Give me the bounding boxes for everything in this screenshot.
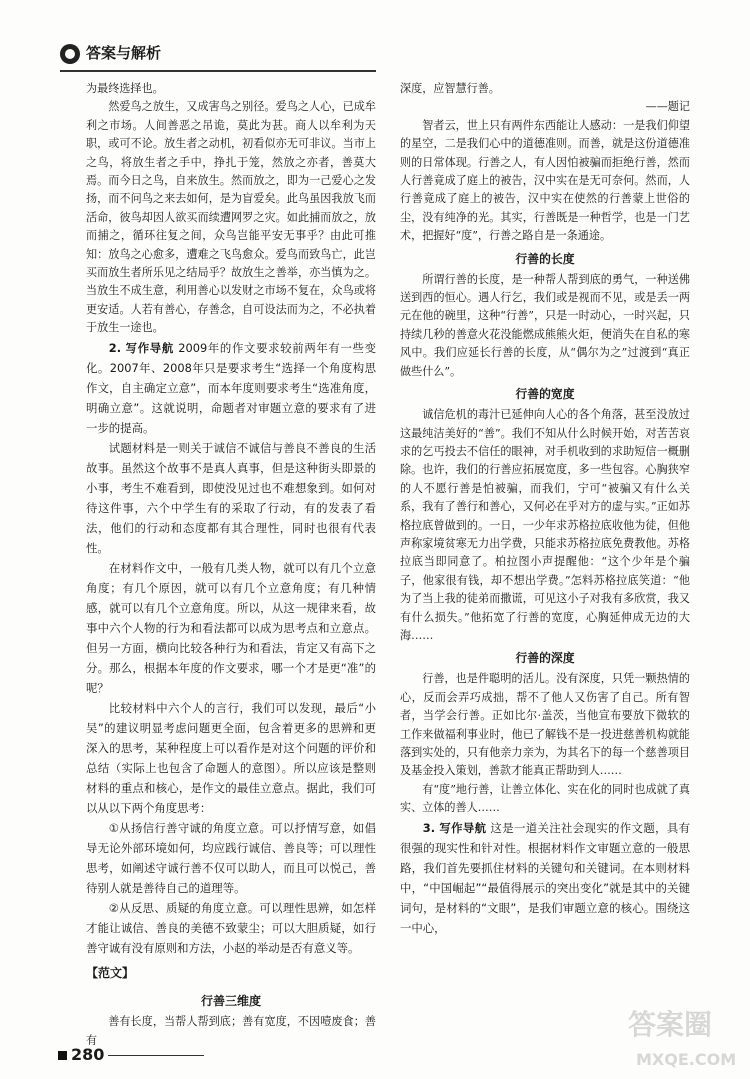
header-logo-icon	[60, 44, 80, 64]
left-paragraph-3: 试题材料是一则关于诚信不诚信与善良不善良的生活故事。虽然这个故事不是真人真事，但是这种街头即景的小事，考生不难看到，即使没见过也不难想象到。如何对待这件事，六个中学生有的采取了行动，有的发表了看法，他们的行动和态度都有其合理性，同时也很有代表性。	[86, 440, 376, 555]
left-paragraph-7: ②从反思、质疑的角度立意。可以理性思辨，如怎样才能让诚信、善良的美德不致蒙尘；可以大胆质疑，如行善守诚有没有原则和方法，小赵的举动是否有意义等。	[86, 900, 376, 955]
right-paragraph-0: 深度，应智慧行善。	[400, 82, 500, 95]
left-paragraph-1: 然爱鸟之放生，又成害鸟之别径。爱鸟之人心，已成牟利之市场。人间善恶之吊诡，莫此为甚。商人以牟利为天职，或可不论。放生者之动机，初看似亦无可非议。当市上之鸟，将放生者之手中，挣扎于笼，然放之亦者，善莫大焉。而今日之鸟，自来放生。然而放之，即为一己爱心之发扬，而不问鸟之来去如何，是为盲爱矣。此鸟虽因我放飞而活命，彼鸟却因人欲买而续遭网罗之灾。如此捕而放之，放而捕之，循环往复之间，众鸟岂能平安无事乎？由此可推知：放鸟之心愈多，遭难之飞鸟愈众。爱鸟而致鸟亡，此岂买而放生者所乐见之结局乎？故放生之善举，亦当慎为之。当放生不成生意，利用善心以发财之市场不复在，众鸟或将更安适。人若有善心，存善念，自可设法而为之，不必执着于放生一途也。	[86, 100, 376, 335]
page-marker-icon	[58, 1051, 67, 1060]
right-paragraph-2: 所谓行善的长度，是一种帮人帮到底的勇气，一种送佛送到西的恒心。遇人行乞，我们或是视而不见，或是丢一两元在他的碗里，这种“行善”，只是一时动心，一时兴起，只持续几秒的善意火花没能燃成熊熊火炬，便消失在自私的寒风中。我们应延长行善的长度，从“偶尔为之”过渡到“真正做些什么”。	[400, 272, 690, 378]
left-paragraph-0: 为最终选择也。	[86, 82, 164, 95]
right-paragraph-4: 行善，也是件聪明的活儿。没有深度，只凭一颗热情的心，反而会弄巧成拙，帮不了他人又伤害了自己。所有智者，当学会行善。正如比尔·盖茨，当他宣布要放下微软的工作来做福利事业时，他已了解钱不是一投进慈善机构就能落到实处的，只有他亲力亲为，为其名下的每一个慈善项目及基金投入策划，善款才能真正帮助到人……	[400, 672, 690, 778]
left-paragraph-5: 比较材料中六个人的言行，我们可以发现，最后“小吴”的建议明显考虑问题更全面，包含着更多的思辨和更深入的思考，某种程度上可以看作是对这个问题的评价和总结（实际上也包含了命题人的意图）。所以应该是整则材料的重点和核心，是作文的最佳立意点。据此，我们可以从以下两个角度思考：	[86, 700, 376, 815]
footer-rule	[108, 1055, 204, 1056]
section-heading-length: 行善的长度	[515, 251, 575, 266]
right-paragraph-3: 诚信危机的毒汁已延伸向人心的各个角落，甚至没放过这最纯洁美好的“善”。我们不知从什么时候开始，对苦苦哀求的乞丐投去不信任的眼神，对手机收到的求助短信一概删除。也许，我们的行善应拓展宽度，多一些包容。心胸狭窄的人不愿行善是怕被骗，而我们，宁可“被骗又有什么关系，我有了善行和善心，又何必在乎对方的虚与实。”正如苏格拉底曾做到的。一日，一少年求苏格拉底收他为徒，但他声称家境贫寒无力出学费，只能求苏格拉底免费教他。苏格拉底当即同意了。柏拉图小声提醒他：“这个少年是个骗子，他家很有钱，却不想出学费。”怎料苏格拉底笑道：“他为了当上我的徒弟而撒谎，可见这小子对我有多欣赏，我又有什么损失。”他拓宽了行善的宽度，心胸延伸成无边的大海……	[400, 408, 690, 642]
left-paragraph-6: ①从扬信行善守诚的角度立意。可以抒情写意，如倡导无论外部环境如何，均应践行诚信、善良等；可以理性思考，如阐述守诚行善不仅可以助人，而且可以悦己，善待别人就是善待自己的道理等。	[86, 820, 376, 895]
essay-title: 行善三维度	[200, 994, 261, 1009]
epigraph-label: ——题记	[645, 100, 690, 114]
right-paragraph-1: 智者云，世上只有两件东西能让人感动：一是我们仰望的星空，二是我们心中的道德准则。而善，就是这份道德准则的日常体现。行善之人，有人因怕被骗而拒绝行善，然而人行善竟成了庭上的被告，汉中实在是无可奈何。然而，人行善竟成了庭上的被告，汉中实在使然的行善蒙上世俗的尘，没有纯净的光。其实，行善既是一种哲学，也是一门艺术，把握好“度”，行善之路自是一条通途。	[400, 118, 690, 243]
section-label-3: 3. 写作导航	[422, 820, 487, 835]
section-heading-depth: 行善的深度	[515, 651, 575, 666]
right-column	[400, 80, 690, 938]
right-paragraph-5: 有“度”地行善，让善立体化、实在化的同时也成就了真实、立体的善人……	[400, 782, 690, 815]
page-number: 280	[58, 1045, 104, 1064]
header-rule	[60, 70, 376, 72]
left-paragraph-8: 善有长度，当帮人帮到底；善有宽度，不因噎废食；善有	[86, 1015, 376, 1047]
sample-essay-label: 【范文】	[86, 965, 135, 980]
left-paragraph-4: 在材料作文中，一般有几类人物，就可以有几个立意角度；有几个原因，就可以有几个立意角度；有几种情感，就可以有几个立意角度。所以，从这一规律来看，故事中六个人物的行为和看法都可以成为思考点和立意点。但另一方面，横向比较各种行为和看法，肯定又有高下之分。那么，根据本年度的作文要求，哪一个才是更“准”的呢？	[86, 560, 376, 695]
left-paragraph-2: 2. 写作导航 2009年的作文要求较前两年有一些变化。2007年、2008年只是要求考生“选择一个角度构思作文，自主确定立意”，而本年度则要求考生“选准角度，明确立意”。这就说明，命题者对审题立意的要求有了进一步的提高。	[86, 340, 376, 435]
header-title: 答案与解析	[86, 44, 162, 62]
watermark-url: MXQE.COM	[636, 1050, 737, 1069]
watermark-logo: 答案圈	[628, 1008, 713, 1041]
section-heading-width: 行善的宽度	[515, 387, 575, 402]
left-column	[86, 80, 376, 1050]
section-label-2: 2. 写作导航	[108, 340, 174, 355]
right-paragraph-6: 3. 写作导航 这是一道关注社会现实的作文题，具有很强的现实性和针对性。根据材料作文审题立意的一般思路，我们首先要抓住材料的关键句和关键词。在本则材料中，“中国崛起”“最值得展示的突出变化”就是其中的关键词句，是材料的“文眼”，是我们审题立意的核心。围绕这一中心，	[400, 820, 691, 935]
